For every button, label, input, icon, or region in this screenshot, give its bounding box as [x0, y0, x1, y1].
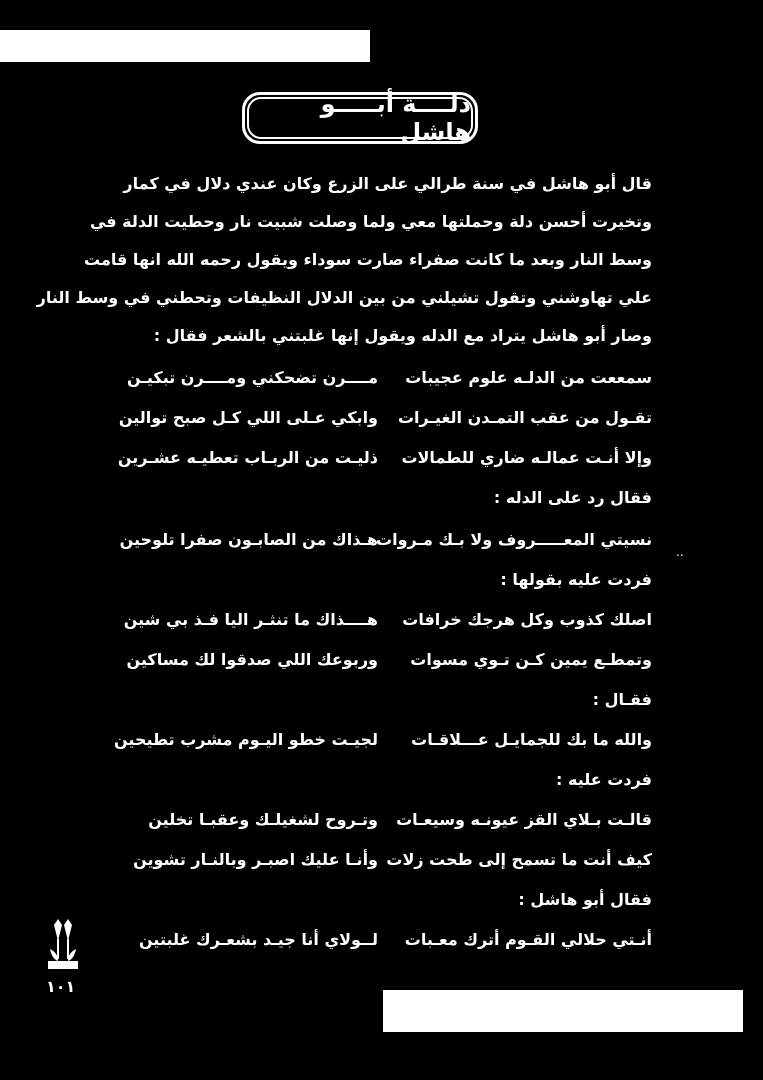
verse-1-first-hemistich: سمععت من الدلـه علوم عجيبات [405, 368, 652, 387]
prose-line-5: وصار أبو هاشل يتراد مع الدله ويقول إنها غلبتني بالشعر فقال : [153, 326, 652, 345]
verse-6-second-hemistich: وربوعك اللي صدقوا لك مساكين [126, 650, 378, 669]
narration-1: فقال رد على الدله : [493, 488, 652, 507]
verse-4-first-hemistich: نسيتي المعـــــروف ولا بـك مـروات [376, 530, 652, 549]
page-number: ١٠١ [46, 977, 76, 996]
verse-8-second-hemistich: وتـروح لشغيلـك وعقبـا تخلين [148, 810, 378, 829]
prose-line-4: علي تهاوشني وتقول تشيلني من بين الدلال النظيفات وتحطني في وسط النار [36, 288, 652, 307]
black-margin-bottom [0, 1040, 763, 1080]
verse-3-second-hemistich: ذليـت من الربـاب تعطيـه عشـرين [117, 448, 378, 467]
white-bar-bottom [383, 990, 743, 1032]
black-margin-right [700, 0, 763, 1080]
prose-line-1: قال أبو هاشل في سنة طرالي على الزرع وكان عندي دلال في كمار [123, 174, 652, 193]
verse-10-first-hemistich: أنـتي حلالي القـوم أترك معـبات [404, 930, 652, 949]
verse-5-first-hemistich: اصلك كذوب وكل هرجك خرافات [402, 610, 652, 629]
prose-line-2: وتخيرت أحسن دلة وحملتها معي ولما وصلت شبيت نار وحطيت الدلة في [89, 212, 652, 231]
verse-9-first-hemistich: كيف أنت ما تسمح إلى طحت زلات [386, 850, 652, 869]
verse-7-second-hemistich: لجيـت خطو اليـوم مشرب تطيحين [114, 730, 378, 749]
black-margin-top [0, 0, 763, 24]
white-bar-top [0, 30, 370, 62]
verse-3-first-hemistich: وإلا أنـت عمالـه ضاري للطمالات [401, 448, 652, 467]
verse-9-second-hemistich: وأنـا عليك اصبـر وبالنـار تشوين [133, 850, 378, 869]
verse-4-second-hemistich: هـذاك من الصابـون صفرا تلوحين [119, 530, 378, 549]
narration-3: فقـال : [592, 690, 652, 709]
narration-4: فردت عليه : [556, 770, 652, 789]
black-margin-left [0, 0, 40, 1080]
narration-2: فردت عليه بقولها : [500, 570, 652, 589]
stray-mark: .. [676, 545, 684, 559]
page-title: دلــــة أبـــــو هاشل [247, 97, 473, 139]
verse-8-first-hemistich: قالـت بـلاي القز عيونـه وسيعـات [396, 810, 652, 829]
verse-2-first-hemistich: تقـول من عقب التمـدن الغيـرات [397, 408, 652, 427]
verse-6-first-hemistich: وتمطـع يمين كـن تـوي مسوات [410, 650, 652, 669]
title-frame [242, 92, 478, 144]
page [36, 24, 700, 1040]
verse-5-second-hemistich: هــــذاك ما تنثـر اليا فـذ بي شين [123, 610, 378, 629]
narration-5: فقال أبو هاشل : [518, 890, 652, 909]
prose-line-3: وسط النار وبعد ما كانت صفراء صارت سوداء ويقول رحمه الله انها قامت [84, 250, 652, 269]
tulip-ornament-icon [46, 919, 80, 969]
verse-1-second-hemistich: مــــرن تضحكني ومــــرن تبكيـن [126, 368, 378, 387]
verse-7-first-hemistich: والله ما بك للجمايـل عـــلاقـات [411, 730, 652, 749]
verse-10-second-hemistich: لــولاي أنا جيـد بشعـرك غلبتين [139, 930, 378, 949]
verse-2-second-hemistich: وابكي عـلى اللي كـل صبح توالين [118, 408, 378, 427]
